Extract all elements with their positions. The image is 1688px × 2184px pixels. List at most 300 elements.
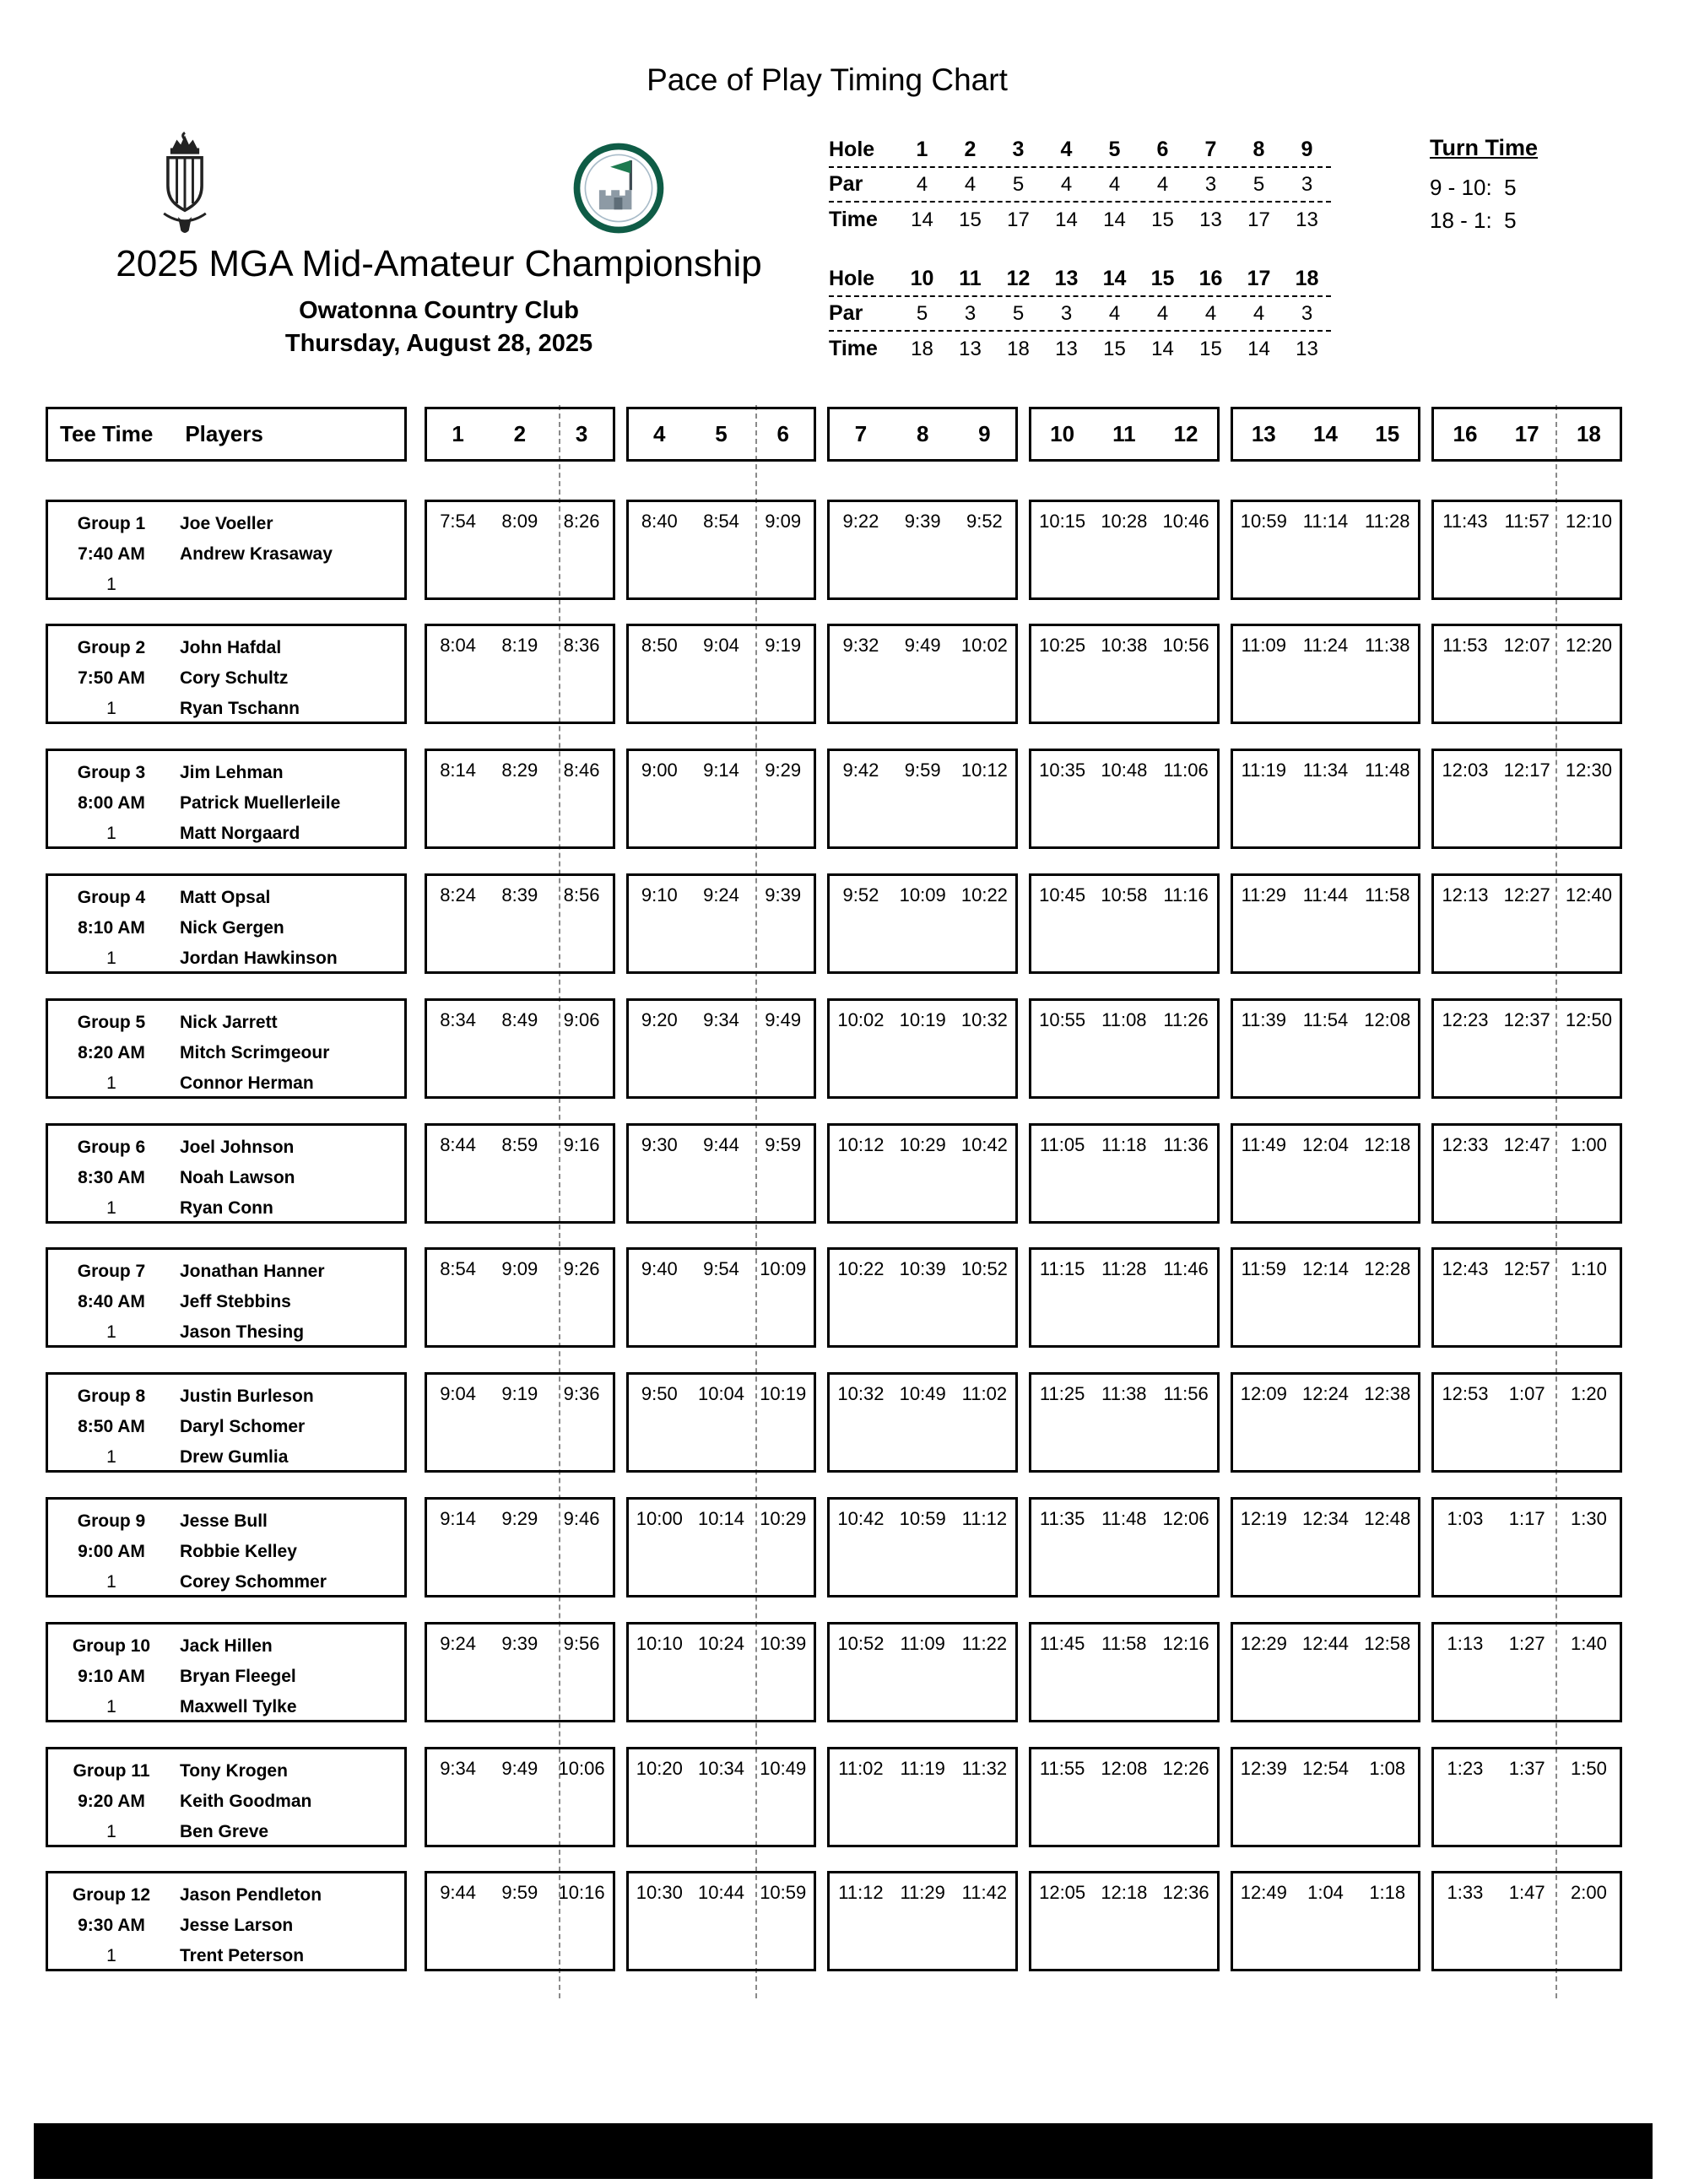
pace-time: 12:13 — [1442, 884, 1489, 905]
pace-time: 8:44 — [440, 1133, 477, 1155]
hole-info-value: 5 — [1012, 301, 1025, 325]
players-label: Players — [185, 421, 263, 446]
hole-info-value: 4 — [1156, 172, 1169, 196]
pace-time: 9:29 — [765, 760, 802, 781]
pace-time: 12:27 — [1503, 884, 1550, 905]
player-name: Jonathan Hanner — [180, 1262, 325, 1282]
club-logo — [572, 142, 665, 235]
pace-time: 11:06 — [1163, 760, 1209, 781]
pace-time: 10:35 — [1039, 760, 1086, 781]
pace-time: 11:46 — [1163, 1258, 1209, 1280]
pace-time: 12:07 — [1503, 635, 1550, 657]
pace-time: 12:48 — [1364, 1507, 1411, 1529]
time-section — [626, 1871, 817, 1971]
group-tee-time: 8:30 AM — [78, 1167, 145, 1187]
time-section — [827, 624, 1018, 724]
pace-time: 12:20 — [1565, 635, 1612, 657]
pace-time: 11:29 — [1241, 884, 1286, 905]
pace-time: 10:32 — [960, 1008, 1008, 1030]
pace-time: 12:09 — [1240, 1383, 1287, 1405]
pace-time: 11:29 — [900, 1882, 945, 1904]
player-name: Tony Krogen — [180, 1760, 288, 1781]
time-section — [827, 1747, 1018, 1847]
group-tee-time: 8:40 AM — [78, 1292, 145, 1312]
hole-header-section — [1231, 407, 1421, 462]
pace-time: 12:23 — [1442, 1008, 1489, 1030]
pace-time: 10:09 — [899, 884, 946, 905]
pace-time: 9:52 — [966, 510, 1003, 532]
time-section — [1029, 998, 1220, 1099]
hole-column-header: 4 — [653, 421, 666, 446]
pace-time: 9:09 — [501, 1258, 538, 1280]
time-section — [1431, 1747, 1622, 1847]
pace-time: 9:39 — [501, 1632, 538, 1654]
pace-time: 1:37 — [1508, 1757, 1545, 1779]
hole-info-row-label: Hole — [829, 138, 875, 161]
hole-column-header: 2 — [513, 421, 527, 446]
time-section — [1231, 749, 1421, 849]
group-row — [46, 1123, 1622, 1224]
pace-time: 9:49 — [501, 1757, 538, 1779]
hole-info-row-label: Hole — [829, 267, 875, 290]
pace-time: 8:29 — [501, 760, 538, 781]
time-section — [425, 500, 615, 600]
pace-time: 1:23 — [1447, 1757, 1484, 1779]
pace-time: 1:50 — [1570, 1757, 1607, 1779]
turn-time-panel — [1430, 135, 1538, 237]
group-row — [46, 873, 1622, 974]
pace-time: 12:50 — [1565, 1008, 1612, 1030]
player-name: Nick Gergen — [180, 917, 284, 938]
group-label: Group 9 — [77, 1511, 146, 1531]
pace-time: 9:14 — [440, 1507, 477, 1529]
pace-time: 11:35 — [1039, 1507, 1085, 1529]
hole-info-value: 4 — [1204, 301, 1217, 325]
hole-info-value: 14 — [1151, 337, 1174, 360]
time-section — [1431, 1123, 1622, 1224]
group-label: Group 12 — [72, 1885, 151, 1906]
pace-time: 8:54 — [440, 1258, 477, 1280]
pace-time: 11:45 — [1039, 1632, 1085, 1654]
pace-time: 11:53 — [1442, 635, 1488, 657]
pace-time: 11:25 — [1039, 1383, 1085, 1405]
group-start-hole: 1 — [106, 1696, 116, 1716]
pace-time: 1:04 — [1307, 1882, 1344, 1904]
pace-time: 9:34 — [703, 1008, 739, 1030]
pace-time: 1:27 — [1508, 1632, 1545, 1654]
hole-column-header: 18 — [1576, 421, 1601, 446]
group-row — [46, 998, 1622, 1099]
pace-time: 8:56 — [563, 884, 600, 905]
group-label: Group 11 — [73, 1760, 150, 1781]
pace-time: 9:59 — [501, 1882, 538, 1904]
hole-info-value: 13 — [1296, 337, 1318, 360]
time-section — [1231, 998, 1421, 1099]
time-section — [626, 1497, 817, 1597]
time-section — [1029, 1123, 1220, 1224]
time-section — [1231, 1622, 1421, 1722]
player-name: Joel Johnson — [180, 1137, 295, 1157]
time-section — [1029, 1871, 1220, 1971]
hole-info-value: 15 — [1150, 267, 1175, 290]
hole-column-header: 12 — [1173, 421, 1198, 446]
group-info-box — [46, 500, 407, 600]
pace-time: 1:13 — [1447, 1632, 1484, 1654]
group-players — [180, 1257, 325, 1345]
pace-time: 11:34 — [1302, 760, 1349, 781]
pace-time: 9:00 — [641, 760, 678, 781]
pace-time: 11:02 — [961, 1383, 1008, 1405]
hole-info-value: 3 — [1012, 138, 1025, 161]
time-section — [626, 749, 817, 849]
pace-time: 9:49 — [904, 635, 941, 657]
group-tee-time: 9:20 AM — [78, 1791, 145, 1811]
pace-time: 9:26 — [563, 1258, 600, 1280]
pace-time: 11:24 — [1302, 635, 1349, 657]
pace-time: 11:58 — [1101, 1632, 1147, 1654]
hole-info-value: 3 — [1204, 172, 1217, 196]
pace-time: 9:49 — [765, 1008, 802, 1030]
pace-time: 9:19 — [501, 1383, 538, 1405]
time-section — [1431, 873, 1622, 974]
pace-time: 10:49 — [899, 1383, 946, 1405]
pace-time: 12:40 — [1565, 884, 1612, 905]
hole-info-row — [829, 133, 1331, 168]
pace-time: 11:02 — [838, 1757, 884, 1779]
pace-time: 10:22 — [837, 1258, 885, 1280]
pace-time: 11:28 — [1101, 1258, 1147, 1280]
player-name: Jesse Larson — [180, 1916, 294, 1936]
pace-time: 8:40 — [641, 510, 678, 532]
pace-time: 12:43 — [1442, 1258, 1489, 1280]
hole-info-value: 13 — [1055, 337, 1078, 360]
group-label: Group 3 — [77, 763, 146, 783]
group-label: Group 1 — [77, 513, 146, 533]
time-section — [626, 1622, 817, 1722]
hole-info-value: 14 — [1102, 267, 1127, 290]
hole-par-time-table — [829, 133, 1331, 366]
player-name: Jesse Bull — [180, 1511, 268, 1531]
hole-info-value: 11 — [959, 267, 982, 290]
pace-time: 11:44 — [1302, 884, 1349, 905]
group-start-hole: 1 — [106, 948, 116, 968]
group-players — [180, 758, 340, 846]
time-section — [1231, 624, 1421, 724]
hole-column-header: 1 — [452, 421, 464, 446]
time-section — [1431, 1247, 1622, 1348]
time-section — [1431, 500, 1622, 600]
pace-time: 9:06 — [563, 1008, 600, 1030]
hole-info-value: 17 — [1007, 208, 1030, 231]
pace-time: 10:34 — [697, 1757, 745, 1779]
pace-time: 10:15 — [1039, 510, 1086, 532]
group-info-box — [46, 1871, 407, 1971]
pace-time: 10:00 — [636, 1507, 683, 1529]
pace-time: 11:56 — [1163, 1383, 1209, 1405]
group-label: Group 8 — [77, 1387, 146, 1407]
group-tee-time: 9:30 AM — [78, 1916, 145, 1936]
group-tee-time: 9:10 AM — [78, 1666, 145, 1686]
player-name: Justin Burleson — [180, 1387, 314, 1407]
pace-time: 8:19 — [501, 635, 538, 657]
tee-time-label: Tee Time — [60, 421, 154, 446]
pace-time: 11:48 — [1365, 760, 1410, 781]
pace-time: 10:14 — [697, 1507, 745, 1529]
group-start-hole: 1 — [106, 1447, 116, 1468]
pace-time: 11:05 — [1039, 1133, 1085, 1155]
pace-time: 11:14 — [1302, 510, 1349, 532]
hole-info-value: 13 — [959, 337, 982, 360]
time-section — [1231, 500, 1421, 600]
hole-column-header: 6 — [776, 421, 789, 446]
time-section — [626, 500, 817, 600]
pace-time: 7:54 — [440, 510, 477, 532]
pace-time: 11:59 — [1241, 1258, 1286, 1280]
group-players — [180, 1381, 314, 1470]
pace-time: 10:29 — [760, 1507, 807, 1529]
player-name: Matt Opsal — [180, 887, 271, 907]
pace-time: 9:56 — [563, 1632, 600, 1654]
pace-time: 8:24 — [440, 884, 477, 905]
pace-time: 9:16 — [563, 1133, 600, 1155]
pace-time: 10:20 — [636, 1757, 683, 1779]
pace-time: 11:43 — [1442, 510, 1488, 532]
hole-info-row — [829, 297, 1331, 332]
hole-info-value: 15 — [959, 208, 982, 231]
pace-time: 10:58 — [1101, 884, 1148, 905]
player-name: John Hafdal — [180, 638, 282, 658]
pace-time: 9:04 — [440, 1383, 477, 1405]
time-section — [1029, 749, 1220, 849]
group-row — [46, 1747, 1622, 1847]
pace-time: 11:54 — [1302, 1008, 1349, 1030]
player-name: Nick Jarrett — [180, 1012, 278, 1032]
time-section — [425, 1497, 615, 1597]
player-name: Connor Herman — [180, 1073, 314, 1093]
turn-time-line: 18 - 1: 5 — [1430, 208, 1517, 233]
player-name: Ben Greve — [180, 1821, 269, 1841]
player-name: Jack Hillen — [180, 1635, 273, 1656]
time-section — [425, 624, 615, 724]
pace-time: 11:09 — [1241, 635, 1286, 657]
group-info-box — [46, 624, 407, 724]
pace-time: 11:55 — [1039, 1757, 1085, 1779]
pace-time: 9:46 — [563, 1507, 600, 1529]
pace-time: 8:26 — [563, 510, 600, 532]
hole-info-value: 4 — [1156, 301, 1169, 325]
pace-time: 1:08 — [1369, 1757, 1406, 1779]
hole-info-value: 10 — [910, 267, 934, 290]
group-tee-time: 7:40 AM — [78, 543, 145, 564]
group-players — [180, 1756, 311, 1845]
time-section — [1431, 1497, 1622, 1597]
hole-info-value: 18 — [1007, 337, 1030, 360]
pace-time: 8:36 — [563, 635, 600, 657]
time-section — [1231, 1372, 1421, 1473]
group-start-hole: 1 — [106, 1571, 116, 1592]
time-section — [1029, 624, 1220, 724]
time-section — [1431, 1871, 1622, 1971]
time-section — [827, 998, 1018, 1099]
hole-info-value: 15 — [1199, 337, 1222, 360]
group-info-box — [46, 1247, 407, 1348]
hole-info-row-label: Par — [829, 172, 863, 196]
pace-time: 8:04 — [440, 635, 477, 657]
hole-info-value: 13 — [1199, 208, 1222, 231]
pace-time: 10:02 — [837, 1008, 885, 1030]
pace-time: 10:10 — [636, 1632, 683, 1654]
pace-time: 11:18 — [1101, 1133, 1147, 1155]
hole-info-row — [829, 262, 1331, 297]
hole-info-row-label: Par — [829, 301, 863, 325]
pace-time: 9:30 — [641, 1133, 678, 1155]
pace-time: 10:04 — [697, 1383, 745, 1405]
pace-time: 9:59 — [904, 760, 941, 781]
hole-column-header: 9 — [978, 421, 991, 446]
pace-time: 10:24 — [697, 1632, 745, 1654]
pace-time: 11:12 — [961, 1507, 1008, 1529]
group-start-hole: 1 — [106, 1946, 116, 1966]
time-section — [1431, 624, 1622, 724]
hole-info-value: 4 — [1252, 301, 1265, 325]
pace-time: 9:04 — [703, 635, 739, 657]
pace-time: 10:19 — [899, 1008, 946, 1030]
time-section — [425, 998, 615, 1099]
pace-time: 10:42 — [960, 1133, 1008, 1155]
time-section — [425, 749, 615, 849]
hole-info-value: 18 — [911, 337, 933, 360]
group-players — [180, 1133, 295, 1221]
group-start-hole: 1 — [106, 699, 116, 719]
time-section — [626, 1747, 817, 1847]
hole-header-section — [1431, 407, 1622, 462]
pace-time: 8:54 — [703, 510, 739, 532]
pace-time: 9:39 — [904, 510, 941, 532]
player-name: Noah Lawson — [180, 1167, 295, 1187]
group-players — [180, 1008, 329, 1096]
group-info-box — [46, 1372, 407, 1473]
pace-time: 8:46 — [563, 760, 600, 781]
player-name: Jim Lehman — [180, 763, 284, 783]
group-info-box — [46, 749, 407, 849]
group-tee-time: 8:20 AM — [78, 1042, 145, 1062]
time-section — [1029, 1622, 1220, 1722]
pace-time: 10:09 — [760, 1258, 807, 1280]
pace-time: 1:07 — [1508, 1383, 1545, 1405]
group-label: Group 10 — [72, 1635, 151, 1656]
time-section — [425, 1871, 615, 1971]
player-name: Ryan Conn — [180, 1197, 273, 1218]
hole-info-value: 4 — [1060, 172, 1073, 196]
pace-time: 10:46 — [1162, 510, 1209, 532]
pace-time: 12:04 — [1301, 1133, 1350, 1155]
player-name: Joe Voeller — [180, 513, 273, 533]
pace-time: 10:39 — [760, 1632, 807, 1654]
time-section — [827, 873, 1018, 974]
group-row — [46, 500, 1622, 600]
time-section — [626, 1247, 817, 1348]
pace-time: 12:33 — [1442, 1133, 1489, 1155]
time-section — [626, 624, 817, 724]
pace-time: 10:59 — [899, 1507, 946, 1529]
pace-time: 9:50 — [641, 1383, 678, 1405]
pace-time: 11:28 — [1365, 510, 1410, 532]
time-section — [1029, 1247, 1220, 1348]
pace-time: 10:25 — [1039, 635, 1086, 657]
player-name: Jason Pendleton — [180, 1885, 322, 1906]
pace-time: 10:48 — [1101, 760, 1148, 781]
pace-time: 11:19 — [900, 1757, 945, 1779]
pace-time: 11:12 — [838, 1882, 884, 1904]
pace-time: 11:42 — [961, 1882, 1008, 1904]
hole-column-header: 15 — [1375, 421, 1400, 446]
pace-time: 10:16 — [558, 1882, 605, 1904]
pace-time: 10:56 — [1162, 635, 1209, 657]
pace-time: 8:59 — [501, 1133, 538, 1155]
pace-time: 11:39 — [1241, 1008, 1286, 1030]
time-section — [1231, 1747, 1421, 1847]
group-info-box — [46, 998, 407, 1099]
group-row — [46, 1247, 1622, 1348]
pace-time: 12:16 — [1162, 1632, 1209, 1654]
hole-info-value: 3 — [964, 301, 977, 325]
hole-info-value: 18 — [1295, 267, 1319, 290]
group-start-hole: 1 — [106, 1821, 116, 1841]
event-name: 2025 MGA Mid-Amateur Championship — [116, 243, 762, 284]
pace-time: 12:57 — [1503, 1258, 1550, 1280]
player-name: Jordan Hawkinson — [180, 948, 338, 968]
hole-info-value: 8 — [1252, 138, 1265, 161]
pace-time: 2:00 — [1570, 1882, 1607, 1904]
hole-column-header: 11 — [1112, 421, 1136, 446]
time-section — [425, 1123, 615, 1224]
hole-info-value: 16 — [1198, 267, 1223, 290]
pace-time: 9:54 — [703, 1258, 739, 1280]
group-meta — [53, 1133, 170, 1221]
hole-header-section — [425, 407, 615, 462]
hole-info-value: 14 — [1055, 208, 1078, 231]
pace-time: 10:44 — [697, 1882, 745, 1904]
pace-time: 9:10 — [641, 884, 678, 905]
time-section — [827, 1622, 1018, 1722]
pace-time: 9:19 — [765, 635, 802, 657]
group-tee-time: 8:00 AM — [78, 793, 145, 814]
group-tee-time: 9:00 AM — [78, 1541, 145, 1561]
group-players — [180, 633, 300, 722]
player-name: Andrew Krasaway — [180, 543, 333, 564]
group-row — [46, 1871, 1622, 1971]
player-name: Trent Peterson — [180, 1946, 305, 1966]
group-row — [46, 1372, 1622, 1473]
pace-time: 10:12 — [960, 760, 1008, 781]
pace-time: 11:38 — [1365, 635, 1410, 657]
pace-time: 11:09 — [900, 1632, 945, 1654]
player-name: Patrick Muellerleile — [180, 793, 341, 814]
pace-time: 11:48 — [1101, 1507, 1147, 1529]
group-meta — [53, 883, 170, 971]
pace-time: 1:03 — [1447, 1507, 1484, 1529]
crest-icon — [154, 132, 215, 241]
hole-header-section — [626, 407, 817, 462]
pace-time: 10:29 — [899, 1133, 946, 1155]
group-start-hole: 1 — [106, 824, 116, 844]
time-section — [827, 749, 1018, 849]
pace-time: 10:02 — [960, 635, 1008, 657]
pace-time: 10:12 — [837, 1133, 885, 1155]
pace-time: 11:32 — [961, 1757, 1008, 1779]
group-meta — [53, 1381, 170, 1470]
event-date: Thursday, August 28, 2025 — [284, 330, 593, 357]
